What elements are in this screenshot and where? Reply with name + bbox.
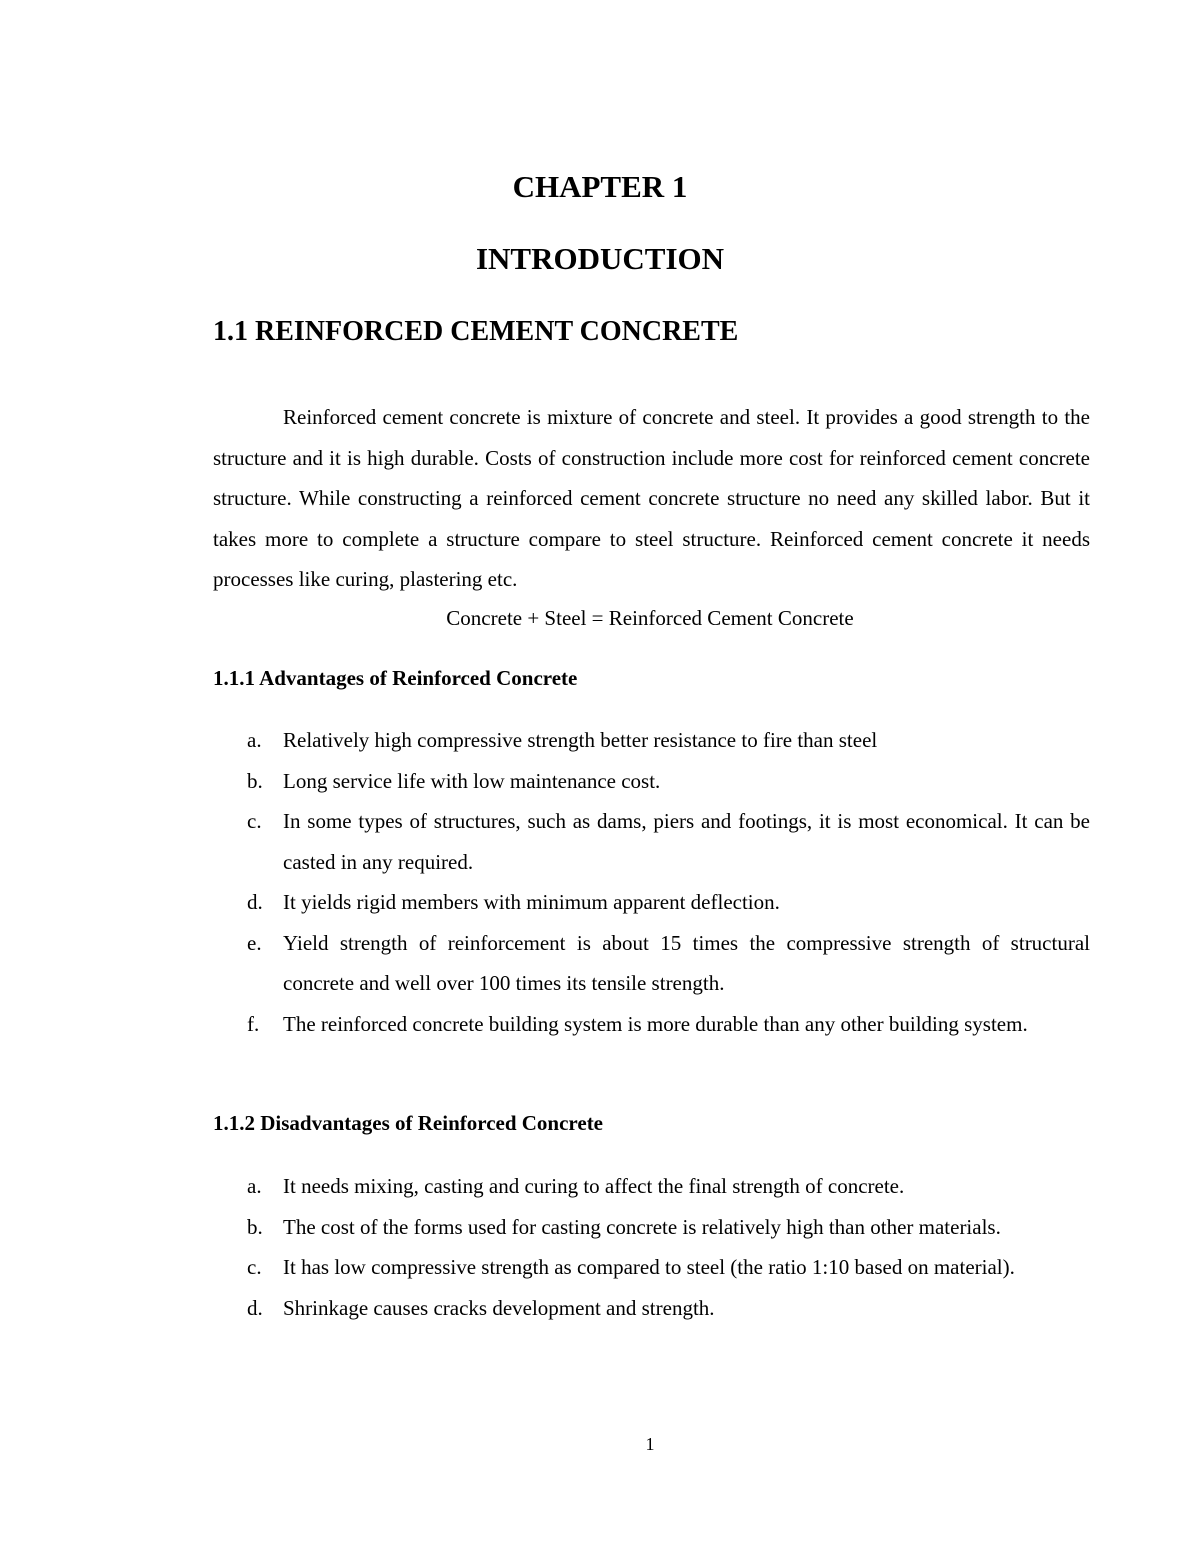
list-marker: a. bbox=[247, 1174, 262, 1198]
intro-paragraph: Reinforced cement concrete is mixture of concrete and steel. It provides a good strength to the structure and it is high durable. Costs of construction include more cost for reinforced cement concrete structure. While constructing a reinforced cement concrete structure no need any skilled labor. But it takes more to complete a structure compare to steel structure. Reinforced cement concrete it needs processes like curing, plastering etc. bbox=[213, 405, 1090, 591]
list-item-text: The reinforced concrete building system is more durable than any other building system. bbox=[283, 1011, 1028, 1036]
list-marker: b. bbox=[247, 768, 263, 793]
list-item bbox=[213, 923, 1090, 1004]
advantages-heading: 1.1.1 Advantages of Reinforced Concrete bbox=[213, 666, 578, 690]
disadvantages-list bbox=[213, 1166, 1090, 1328]
list-item bbox=[213, 1207, 1090, 1248]
list-item bbox=[213, 720, 1090, 761]
list-item-text: Relatively high compressive strength better resistance to fire than steel bbox=[283, 728, 878, 752]
list-item bbox=[213, 1166, 1090, 1207]
list-item-text: Yield strength of reinforcement is about 15 times the compressive strength of structural concrete and well over 100 times its tensile strength. bbox=[283, 930, 1090, 995]
list-marker: c. bbox=[247, 1255, 262, 1279]
page-number: 1 bbox=[645, 1434, 655, 1454]
list-marker: f. bbox=[247, 1011, 260, 1036]
list-marker: b. bbox=[247, 1214, 263, 1239]
list-item-text: The cost of the forms used for casting concrete is relatively high than other materials. bbox=[283, 1214, 1001, 1239]
list-item bbox=[213, 801, 1090, 882]
equation: Concrete + Steel = Reinforced Cement Concrete bbox=[446, 606, 854, 630]
list-item-text: It needs mixing, casting and curing to affect the final strength of concrete. bbox=[283, 1174, 905, 1198]
list-item-text: It has low compressive strength as compared to steel (the ratio 1:10 based on material). bbox=[283, 1255, 1015, 1279]
list-item bbox=[213, 1004, 1090, 1045]
list-item bbox=[213, 1288, 1090, 1329]
list-item bbox=[213, 882, 1090, 923]
chapter-title: INTRODUCTION bbox=[475, 241, 725, 276]
chapter-number: CHAPTER 1 bbox=[512, 169, 688, 204]
list-marker: d. bbox=[247, 1295, 263, 1320]
list-item-text: Shrinkage causes cracks development and strength. bbox=[283, 1295, 715, 1320]
list-item-text: Long service life with low maintenance cost. bbox=[283, 768, 661, 793]
section-heading: 1.1 REINFORCED CEMENT CONCRETE bbox=[213, 316, 739, 347]
list-marker: e. bbox=[247, 930, 262, 955]
disadvantages-heading: 1.1.2 Disadvantages of Reinforced Concrete bbox=[213, 1111, 604, 1135]
list-marker: a. bbox=[247, 728, 262, 752]
list-marker: d. bbox=[247, 890, 263, 914]
list-marker: c. bbox=[247, 809, 262, 833]
list-item-text: In some types of structures, such as dams, piers and footings, it is most economical. It can be casted in any required. bbox=[283, 809, 1090, 874]
advantages-list bbox=[213, 720, 1090, 1044]
list-item-text: It yields rigid members with minimum apparent deflection. bbox=[283, 890, 780, 914]
list-item bbox=[213, 761, 1090, 802]
list-item bbox=[213, 1247, 1090, 1288]
